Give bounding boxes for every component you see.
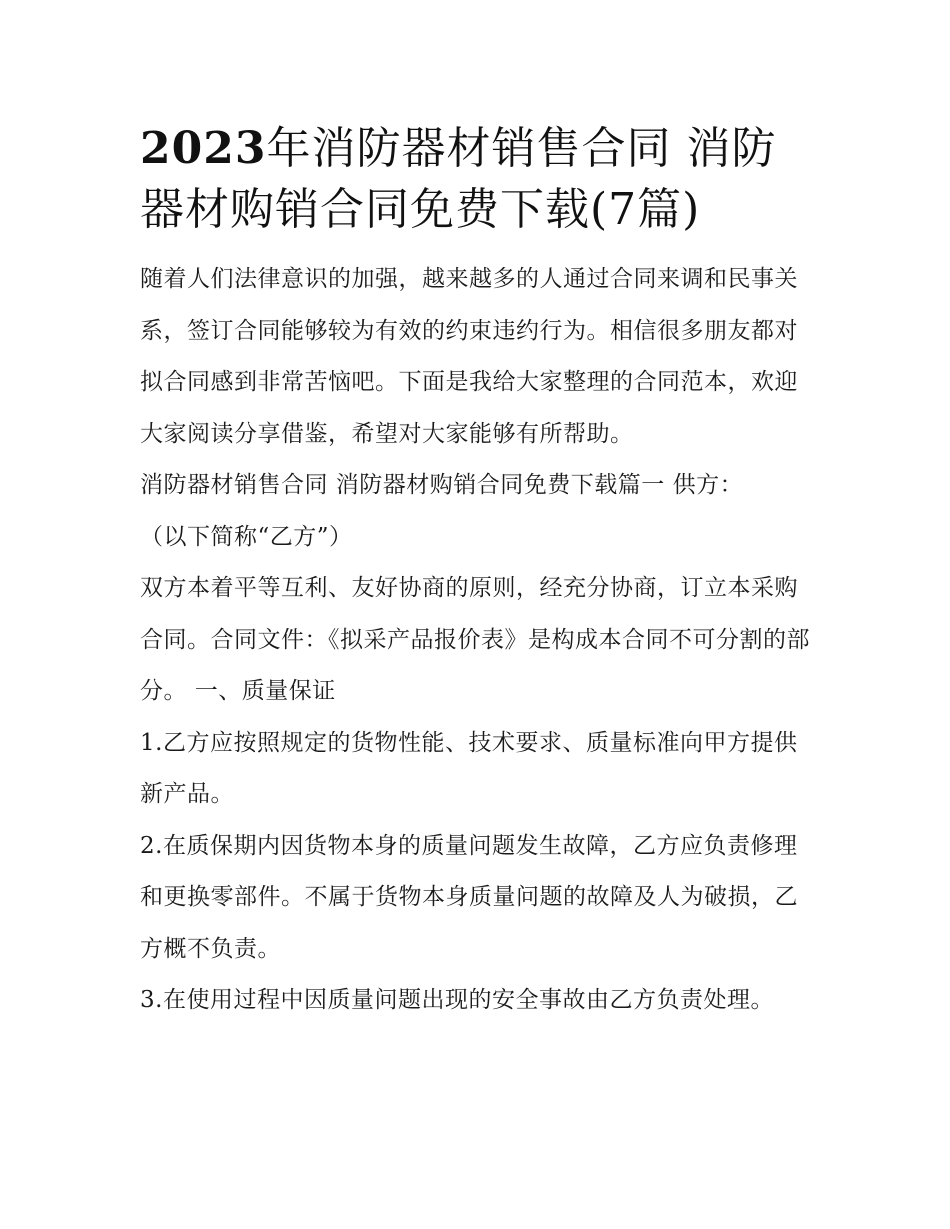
document-title: [140, 118, 820, 240]
clause-1: 1.乙方应按照规定的货物性能、技术要求、质量标准向甲方提供新产品。: [140, 729, 798, 807]
clause-2: 2.在质保期内因货物本身的质量问题发生故障，乙方应负责修理和更换零部件。不属于货物本身质量问题的故障及人为破损，乙方概不负责。: [140, 832, 798, 962]
contract-heading: 消防器材销售合同 消防器材购销合同免费下载篇一 供方：: [140, 472, 744, 498]
agreement-paragraph: 双方本着平等互利、友好协商的原则，经充分协商，订立本采购合同。合同文件：《拟采产品报价表》是构成本合同不可分割的部分。 一、质量保证: [140, 575, 810, 704]
clause-3: 3.在使用过程中因质量问题出现的安全事故由乙方负责处理。: [140, 987, 774, 1013]
intro-paragraph: 随着人们法律意识的加强，越来越多的人通过合同来调和民事关系，签订合同能够较为有效的约束违约行为。相信很多朋友都对拟合同感到非常苦恼吧。下面是我给大家整理的合同范本，欢迎大家阅读分享借鉴，希望对大家能够有所帮助。: [140, 266, 798, 447]
party-note: （以下简称“乙方”）: [140, 523, 353, 550]
document-body: [140, 118, 820, 1027]
title-text: 年消防器材销售合同 消防器材购销合同免费下载(7篇): [140, 123, 777, 235]
title-year: 2023: [140, 123, 267, 174]
